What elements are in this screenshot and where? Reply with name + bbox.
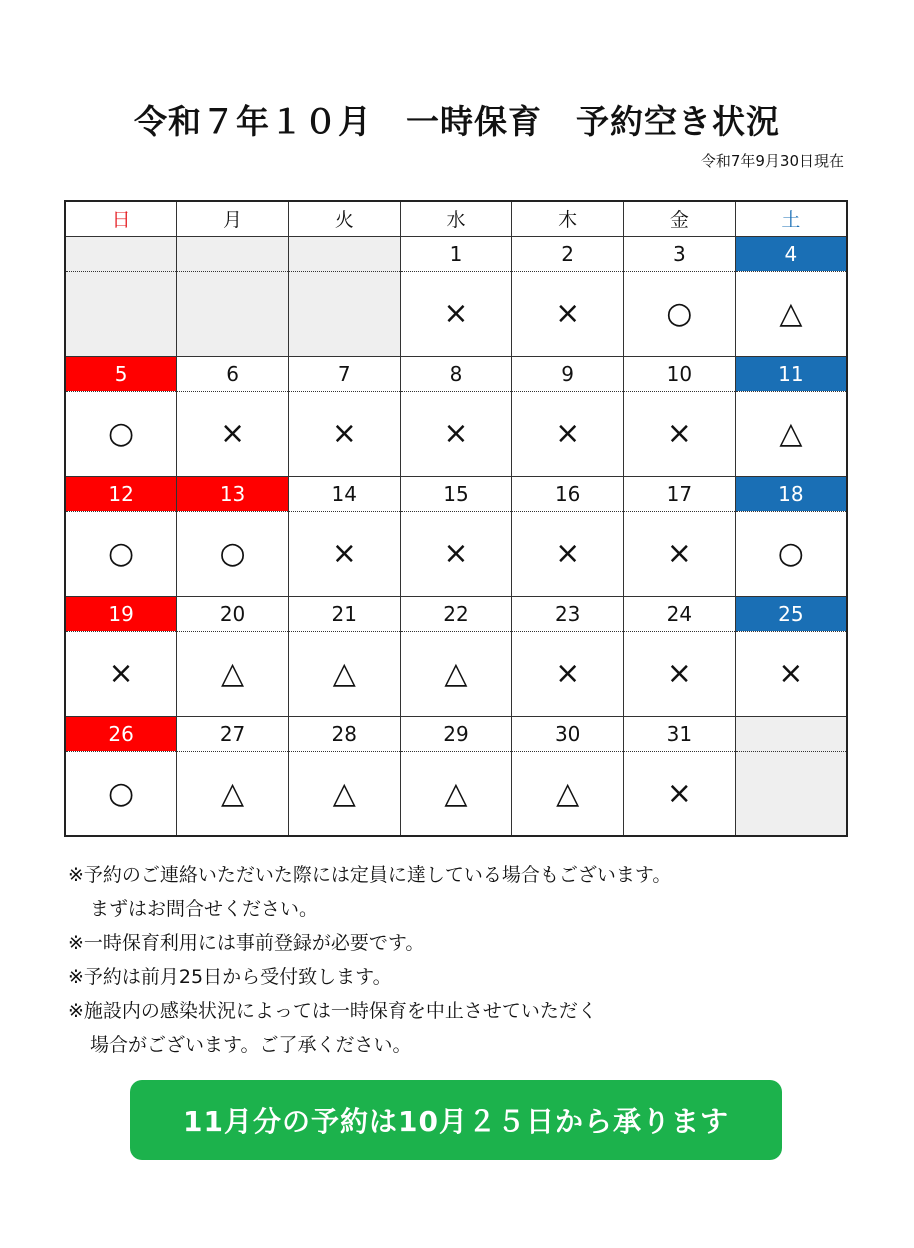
calendar-day-number: 20: [177, 596, 289, 631]
calendar-day-number: 19: [65, 596, 177, 631]
calendar-day-number: 30: [512, 716, 624, 751]
note-line: ※予約は前月25日から受付致します。: [68, 966, 392, 988]
calendar-day-number: 16: [512, 476, 624, 511]
calendar-day-number: 6: [177, 356, 289, 391]
availability-calendar: [64, 200, 848, 837]
calendar-day-number: 10: [624, 356, 736, 391]
calendar-day-number: 24: [624, 596, 736, 631]
availability-mark: △: [177, 751, 289, 836]
availability-mark: △: [400, 631, 512, 716]
note-line: まずはお問合せください。: [90, 898, 319, 920]
availability-mark: [65, 271, 177, 356]
calendar-day-number: 4: [735, 236, 847, 271]
notes: [68, 858, 848, 1062]
availability-mark: ×: [177, 391, 289, 476]
calendar-day-number: 25: [735, 596, 847, 631]
calendar-day-number: 11: [735, 356, 847, 391]
availability-mark: ×: [512, 631, 624, 716]
weekday-saturday: 土: [735, 201, 847, 236]
weekday-sunday: 日: [65, 201, 177, 236]
calendar-day-number: [288, 236, 400, 271]
reservation-banner: 11月分の予約は10月２５日から承ります: [130, 1080, 782, 1160]
page-title: 令和７年１０月 一時保育 予約空き状況: [134, 102, 780, 141]
availability-mark: △: [400, 751, 512, 836]
availability-mark: ×: [288, 511, 400, 596]
calendar-day-number: 8: [400, 356, 512, 391]
weekday-tuesday: 火: [288, 201, 400, 236]
calendar-day-number: 13: [177, 476, 289, 511]
calendar-day-number: 26: [65, 716, 177, 751]
availability-mark: ×: [512, 271, 624, 356]
availability-mark: △: [177, 631, 289, 716]
day-number-row: [65, 716, 847, 751]
availability-mark: ×: [400, 391, 512, 476]
calendar-day-number: 1: [400, 236, 512, 271]
weekday-wednesday: 水: [400, 201, 512, 236]
availability-mark: ○: [65, 751, 177, 836]
availability-mark: △: [288, 631, 400, 716]
weekday-monday: 月: [177, 201, 289, 236]
calendar-day-number: 3: [624, 236, 736, 271]
calendar-day-number: [65, 236, 177, 271]
weekday-friday: 金: [624, 201, 736, 236]
availability-mark: ×: [624, 631, 736, 716]
availability-mark: ×: [624, 511, 736, 596]
availability-mark: [735, 751, 847, 836]
availability-mark: ○: [624, 271, 736, 356]
availability-mark: ×: [624, 751, 736, 836]
as-of-date: 令和7年9月30日現在: [700, 152, 844, 170]
availability-mark: △: [512, 751, 624, 836]
day-number-row: [65, 596, 847, 631]
calendar-day-number: 29: [400, 716, 512, 751]
calendar-day-number: 18: [735, 476, 847, 511]
availability-mark: ○: [735, 511, 847, 596]
note-line: ※予約のご連絡いただいた際には定員に達している場合もございます。: [68, 864, 672, 886]
availability-mark: ○: [177, 511, 289, 596]
calendar-day-number: 12: [65, 476, 177, 511]
availability-mark: △: [735, 391, 847, 476]
calendar-day-number: 2: [512, 236, 624, 271]
calendar-body: [65, 236, 847, 836]
note-line: ※一時保育利用には事前登録が必要です。: [68, 932, 425, 954]
note-line: 場合がございます。ご了承ください。: [90, 1034, 412, 1056]
availability-mark: ×: [400, 511, 512, 596]
availability-mark: [288, 271, 400, 356]
availability-row: [65, 271, 847, 356]
calendar-day-number: 28: [288, 716, 400, 751]
availability-mark: [177, 271, 289, 356]
availability-mark: △: [288, 751, 400, 836]
availability-mark: ×: [512, 511, 624, 596]
calendar-day-number: 22: [400, 596, 512, 631]
calendar-day-number: 15: [400, 476, 512, 511]
calendar-day-number: [177, 236, 289, 271]
calendar-day-number: 17: [624, 476, 736, 511]
calendar-day-number: 21: [288, 596, 400, 631]
availability-mark: ×: [65, 631, 177, 716]
availability-mark: ×: [735, 631, 847, 716]
availability-mark: △: [735, 271, 847, 356]
calendar-day-number: [735, 716, 847, 751]
availability-row: [65, 751, 847, 836]
calendar-day-number: 23: [512, 596, 624, 631]
availability-mark: ○: [65, 391, 177, 476]
day-number-row: [65, 236, 847, 271]
calendar-day-number: 27: [177, 716, 289, 751]
availability-mark: ×: [512, 391, 624, 476]
calendar-day-number: 14: [288, 476, 400, 511]
availability-row: [65, 631, 847, 716]
availability-row: [65, 391, 847, 476]
day-number-row: [65, 476, 847, 511]
availability-row: [65, 511, 847, 596]
note-line: ※施設内の感染状況によっては一時保育を中止させていただく: [68, 1000, 597, 1022]
calendar-day-number: 31: [624, 716, 736, 751]
availability-mark: ×: [288, 391, 400, 476]
availability-mark: ×: [624, 391, 736, 476]
calendar-day-number: 9: [512, 356, 624, 391]
weekday-header-row: [65, 201, 847, 236]
availability-mark: ×: [400, 271, 512, 356]
calendar-day-number: 5: [65, 356, 177, 391]
calendar-day-number: 7: [288, 356, 400, 391]
day-number-row: [65, 356, 847, 391]
weekday-thursday: 木: [512, 201, 624, 236]
availability-mark: ○: [65, 511, 177, 596]
